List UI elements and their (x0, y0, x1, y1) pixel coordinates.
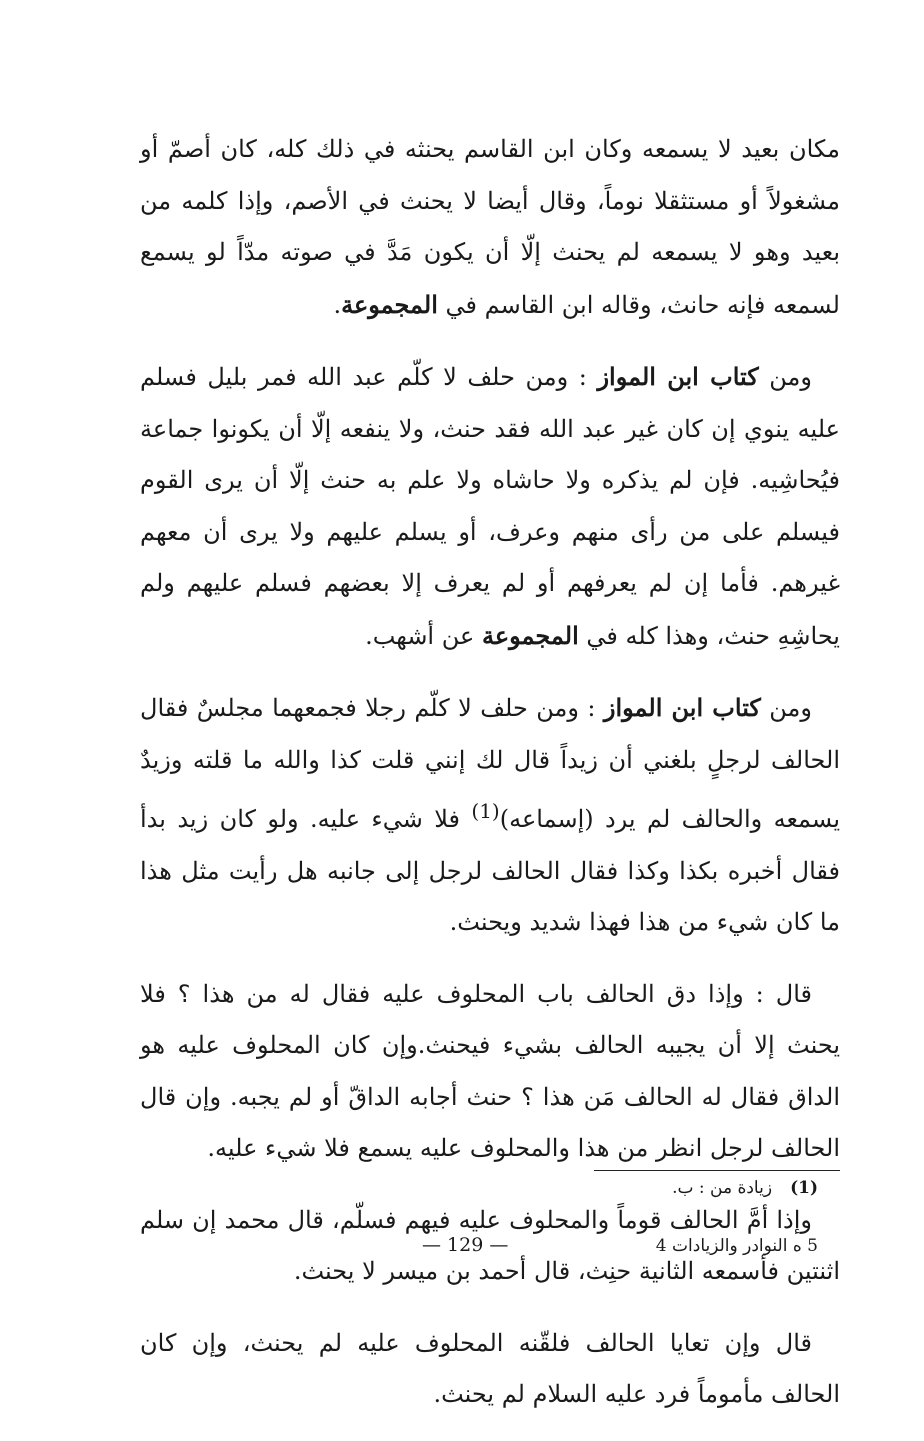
footnote-marker: (1) (790, 1178, 818, 1198)
footnote (672, 1176, 818, 1200)
paragraph-2: ومن كتاب ابن المواز : ومن حلف لا كلّم عبد الله فمر بليل فسلم عليه ينوي إن كان غير عبد الله فقد حنث، ولا ينفعه إلّا أن يكونوا جماعة فيُحاشِيه. فإن لم يذكره ولا حاشاه ولا علم به حنث إلّا أن يرى القوم فيسلم على من رأى منهم وعرف، أو يسلم عليهم ولا يرى أن معهم غيرهم. فأما إن لم يعرفهم أو لم يعرف إلا بعضهم فسلم عليهم ولم يحاشِهِ حنث، وهذا كله في المجموعة عن أشهب. (140, 362, 840, 650)
page-number: — 129 — (422, 1234, 509, 1256)
paragraph-5: وإذا أمَّ الحالف قوماً والمحلوف عليه فيهم فسلّم، قال محمد إن سلم اثنتين فأسمعه الثانية حنِث، قال أحمد بن ميسر لا يحنث. (140, 1205, 840, 1285)
paragraph-1: مكان بعيد لا يسمعه وكان ابن القاسم يحنثه في ذلك كله، كان أصمّ أو مشغولاً أو مستثقلا نوماً، وقال أيضا لا يحنث في الأصم، وإذا كلمه من بعيد وهو لا يسمعه لم يحنث إلّا أن يكون مَدَّ في صوته مدّاً لو يسمع لسمعه فإنه حانث، وقاله ابن القاسم في المجموعة. (140, 135, 840, 319)
footnote-text: زيادة من : ب. (672, 1178, 773, 1198)
book-signature: 5 ه النوادر والزيادات 4 (655, 1236, 818, 1256)
paragraph-6: قال وإن تعايا الحالف فلقّنه المحلوف عليه لم يحنث، وإن كان الحالف مأموماً فرد عليه السلام لم يحنث. (140, 1328, 840, 1408)
paragraph-4: قال : وإذا دق الحالف باب المحلوف عليه فقال له من هذا ؟ فلا يحنث إلا أن يجيبه الحالف بشيء فيحنث.وإن كان المحلوف عليه هو الداق فقال له الحالف مَن هذا ؟ حنث أجابه الداقّ أو لم يجبه. وإن قال الحالف لرجل انظر من هذا والمحلوف عليه يسمع فلا شيء عليه. (140, 979, 840, 1162)
paragraph-3: ومن كتاب ابن المواز : ومن حلف لا كلّم رجلا فجمعهما مجلسٌ فقال الحالف لرجلٍ بلغني أن زيداً قال لك إنني قلت كذا والله ما قلته وزيدٌ يسمعه والحالف لم يرد (إسماعه)$^{(1)}$ فلا شيء عليه. ولو كان زيد بدأ فقال أخبره بكذا وكذا فقال الحالف لرجل إلى جانبه هل رأيت مثل هذا ما كان شيء من هذا فهذا شديد ويحنث. (140, 693, 840, 936)
footnote-separator (594, 1170, 840, 1171)
footnote-reference: (1) (471, 799, 500, 823)
